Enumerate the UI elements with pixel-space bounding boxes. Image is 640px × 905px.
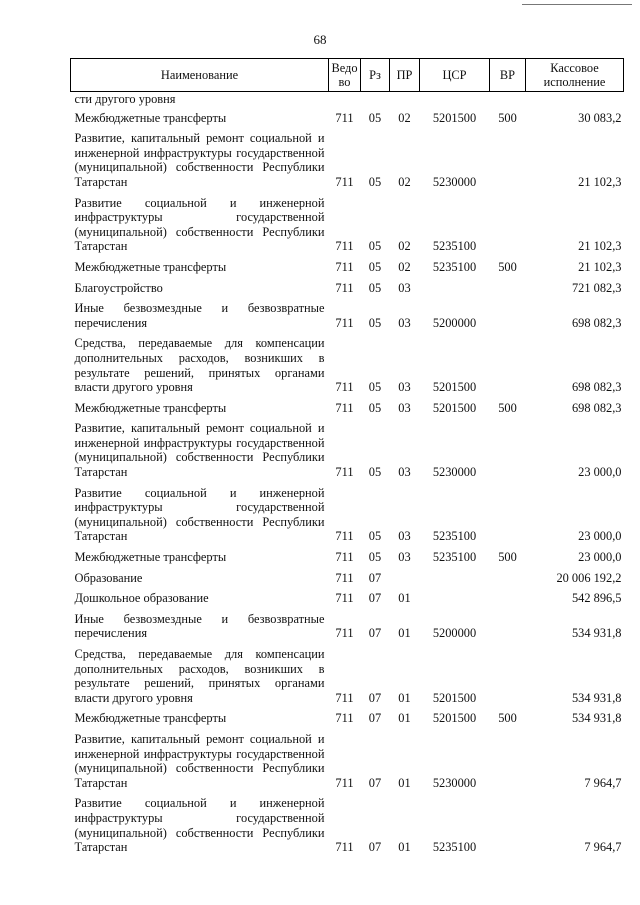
cell-csr: 5230000 bbox=[432, 775, 477, 790]
header-sum: Кассовое исполнение bbox=[526, 59, 624, 92]
cell-sum: 21 102,3 bbox=[578, 174, 622, 189]
cell-ved: 711 bbox=[335, 400, 354, 415]
cell-name: Благоустройство bbox=[74, 280, 163, 295]
cell-vr bbox=[490, 129, 526, 193]
cell-sum: 30 083,2 bbox=[578, 110, 622, 125]
cell-vr bbox=[490, 334, 526, 398]
cell-csr: 5230000 bbox=[432, 465, 477, 480]
cell-csr: 5230000 bbox=[432, 174, 477, 189]
cell-sum: 7 964,7 bbox=[584, 775, 622, 790]
cell-ved: 711 bbox=[335, 174, 354, 189]
cell-pr bbox=[390, 92, 420, 109]
table-row bbox=[71, 109, 624, 130]
cell-ved bbox=[329, 92, 361, 109]
cell-name: Средства, передаваемые для компенсации дополнительных расходов, возникших в результате решений, принятых органами власти другого уровня bbox=[74, 647, 325, 705]
page-number: 68 bbox=[313, 32, 327, 47]
cell-rz bbox=[361, 92, 390, 109]
cell-pr: 02 bbox=[398, 110, 411, 125]
cell-sum: 21 102,3 bbox=[578, 259, 622, 274]
cell-name: Дошкольное образование bbox=[74, 591, 209, 606]
table-row bbox=[71, 279, 624, 300]
cell-sum: 23 000,0 bbox=[578, 529, 622, 544]
cell-sum: 534 931,8 bbox=[571, 690, 622, 705]
cell-name: Межбюджетные трансферты bbox=[74, 711, 227, 726]
cell-rz: 05 bbox=[368, 465, 382, 480]
cell-rz: 05 bbox=[368, 550, 382, 565]
header-rz: Рз bbox=[361, 59, 390, 92]
cell-rz: 05 bbox=[368, 400, 382, 415]
cell-pr: 03 bbox=[398, 280, 411, 295]
table-row bbox=[71, 589, 624, 610]
header-pr: ПР bbox=[390, 59, 420, 92]
cell-vr bbox=[490, 419, 526, 483]
cell-name: Межбюджетные трансферты bbox=[74, 550, 227, 565]
cell-csr: 5235100 bbox=[432, 259, 477, 274]
table-row bbox=[71, 258, 624, 279]
cell-sum bbox=[526, 92, 624, 109]
cell-vr: 500 bbox=[498, 550, 517, 565]
table-row bbox=[71, 730, 624, 794]
cell-name: Развитие социальной и инженерной инфраструктуры государственной (муниципальной) собственности Республики Татарстан bbox=[74, 195, 325, 254]
table-row bbox=[71, 548, 624, 569]
cell-name: Межбюджетные трансферты bbox=[74, 110, 227, 125]
cell-name: Межбюджетные трансферты bbox=[74, 259, 227, 274]
cell-sum: 534 931,8 bbox=[571, 626, 622, 641]
cell-vr bbox=[490, 794, 526, 858]
cell-rz: 05 bbox=[368, 239, 382, 254]
cell-sum: 542 896,5 bbox=[571, 591, 622, 606]
cell-csr: 5235100 bbox=[432, 529, 477, 544]
cell-rz: 07 bbox=[368, 591, 382, 606]
cell-csr bbox=[420, 92, 490, 109]
cell-ved: 711 bbox=[335, 465, 354, 480]
cell-pr: 01 bbox=[398, 690, 411, 705]
cell-sum: 721 082,3 bbox=[571, 280, 622, 295]
table-row bbox=[71, 610, 624, 645]
cell-sum: 20 006 192,2 bbox=[556, 570, 622, 585]
cell-ved: 711 bbox=[335, 239, 354, 254]
cell-rz: 05 bbox=[368, 529, 382, 544]
header-ved: Ведо во bbox=[329, 59, 361, 92]
cell-csr: 5201500 bbox=[432, 711, 477, 726]
cell-csr bbox=[420, 569, 490, 590]
cell-ved: 711 bbox=[335, 380, 354, 395]
cell-name: Иные безвозмездные и безвозвратные перечисления bbox=[74, 611, 325, 641]
cell-csr bbox=[420, 279, 490, 300]
cell-vr: 500 bbox=[498, 259, 517, 274]
cell-rz: 05 bbox=[368, 280, 382, 295]
cell-csr: 5200000 bbox=[432, 315, 477, 330]
cell-pr: 03 bbox=[398, 529, 411, 544]
cell-name: Развитие социальной и инженерной инфраструктуры государственной (муниципальной) собственности Республики Татарстан bbox=[74, 796, 325, 855]
table-row bbox=[71, 569, 624, 590]
budget-table bbox=[70, 58, 624, 859]
cell-ved: 711 bbox=[335, 591, 354, 606]
cell-pr: 02 bbox=[398, 239, 411, 254]
cell-vr bbox=[490, 730, 526, 794]
table-row bbox=[71, 484, 624, 548]
cell-name: Развитие, капитальный ремонт социальной и инженерной инфраструктуры государственной (муниципальной) собственности Республики Татарстан bbox=[74, 421, 325, 480]
cell-pr: 01 bbox=[398, 711, 411, 726]
cell-sum: 534 931,8 bbox=[571, 711, 622, 726]
cell-csr: 5200000 bbox=[432, 626, 477, 641]
cell-rz: 05 bbox=[368, 259, 382, 274]
cell-pr: 03 bbox=[398, 380, 411, 395]
cell-ved: 711 bbox=[335, 259, 354, 274]
cell-csr: 5201500 bbox=[432, 110, 477, 125]
cell-vr bbox=[490, 194, 526, 258]
cell-rz: 07 bbox=[368, 711, 382, 726]
cell-vr bbox=[490, 569, 526, 590]
cell-vr bbox=[490, 279, 526, 300]
table-row bbox=[71, 709, 624, 730]
header-name: Наименование bbox=[71, 59, 329, 92]
cell-csr: 5235100 bbox=[432, 840, 477, 855]
cell-vr: 500 bbox=[498, 400, 517, 415]
cell-rz: 07 bbox=[368, 570, 382, 585]
cell-ved: 711 bbox=[335, 315, 354, 330]
cell-vr bbox=[490, 299, 526, 334]
cell-pr: 01 bbox=[398, 840, 411, 855]
cell-pr: 03 bbox=[398, 550, 411, 565]
cell-rz: 07 bbox=[368, 840, 382, 855]
cell-pr: 03 bbox=[398, 465, 411, 480]
cell-csr: 5235100 bbox=[432, 550, 477, 565]
cell-pr: 01 bbox=[398, 591, 411, 606]
cell-sum: 23 000,0 bbox=[578, 465, 622, 480]
header-vr: ВР bbox=[490, 59, 526, 92]
cell-vr: 500 bbox=[498, 110, 517, 125]
cell-name: Развитие, капитальный ремонт социальной и инженерной инфраструктуры государственной (муниципальной) собственности Республики Татарстан bbox=[74, 131, 325, 189]
cell-sum: 7 964,7 bbox=[584, 840, 622, 855]
cell-pr: 01 bbox=[398, 626, 411, 641]
cell-pr bbox=[390, 569, 420, 590]
cell-name: Образование bbox=[74, 570, 143, 585]
table-row bbox=[71, 299, 624, 334]
table-row bbox=[71, 92, 624, 109]
cell-pr: 02 bbox=[398, 259, 411, 274]
cell-csr: 5235100 bbox=[432, 239, 477, 254]
cell-ved: 711 bbox=[335, 529, 354, 544]
cell-csr: 5201500 bbox=[432, 380, 477, 395]
cell-name: Иные безвозмездные и безвозвратные перечисления bbox=[74, 301, 325, 330]
cell-ved: 711 bbox=[335, 711, 354, 726]
table-header bbox=[71, 59, 624, 92]
cell-name: Развитие социальной и инженерной инфраструктуры государственной (муниципальной) собственности Республики Татарстан bbox=[74, 485, 325, 544]
cell-rz: 05 bbox=[368, 380, 382, 395]
cell-ved: 711 bbox=[335, 690, 354, 705]
cell-sum: 23 000,0 bbox=[578, 550, 622, 565]
cell-sum: 21 102,3 bbox=[578, 239, 622, 254]
table-row bbox=[71, 645, 624, 709]
cell-rz: 05 bbox=[368, 315, 382, 330]
cell-ved: 711 bbox=[335, 570, 354, 585]
cell-vr: 500 bbox=[498, 711, 517, 726]
cell-name: сти другого уровня bbox=[74, 92, 176, 106]
cell-ved: 711 bbox=[335, 840, 354, 855]
cell-vr bbox=[490, 610, 526, 645]
cell-vr bbox=[490, 645, 526, 709]
table-body bbox=[71, 92, 624, 859]
cell-name: Развитие, капитальный ремонт социальной и инженерной инфраструктуры государственной (муниципальной) собственности Республики Татарстан bbox=[74, 731, 325, 790]
table-row bbox=[71, 334, 624, 398]
cell-ved: 711 bbox=[335, 626, 354, 641]
table-row bbox=[71, 399, 624, 420]
cell-sum: 698 082,3 bbox=[571, 315, 622, 330]
table-row bbox=[71, 129, 624, 193]
cell-pr: 03 bbox=[398, 315, 411, 330]
cell-vr bbox=[490, 92, 526, 109]
header-csr: ЦСР bbox=[420, 59, 490, 92]
cell-vr bbox=[490, 589, 526, 610]
cell-sum: 698 082,3 bbox=[571, 380, 622, 395]
cell-rz: 05 bbox=[368, 110, 382, 125]
header-rule bbox=[522, 4, 632, 5]
cell-pr: 01 bbox=[398, 775, 411, 790]
cell-ved: 711 bbox=[335, 550, 354, 565]
table-row bbox=[71, 419, 624, 483]
cell-rz: 07 bbox=[368, 626, 382, 641]
table-row bbox=[71, 194, 624, 258]
cell-rz: 07 bbox=[368, 690, 382, 705]
cell-name: Межбюджетные трансферты bbox=[74, 400, 227, 415]
cell-pr: 03 bbox=[398, 400, 411, 415]
cell-pr: 02 bbox=[398, 174, 411, 189]
cell-csr bbox=[420, 589, 490, 610]
cell-vr bbox=[490, 484, 526, 548]
cell-csr: 5201500 bbox=[432, 400, 477, 415]
cell-sum: 698 082,3 bbox=[571, 400, 622, 415]
table-row bbox=[71, 794, 624, 858]
cell-rz: 07 bbox=[368, 775, 382, 790]
cell-csr: 5201500 bbox=[432, 690, 477, 705]
cell-rz: 05 bbox=[368, 174, 382, 189]
cell-ved: 711 bbox=[335, 775, 354, 790]
cell-ved: 711 bbox=[335, 110, 354, 125]
cell-ved: 711 bbox=[335, 280, 354, 295]
cell-name: Средства, передаваемые для компенсации дополнительных расходов, возникших в результате решений, принятых органами власти другого уровня bbox=[74, 336, 325, 395]
